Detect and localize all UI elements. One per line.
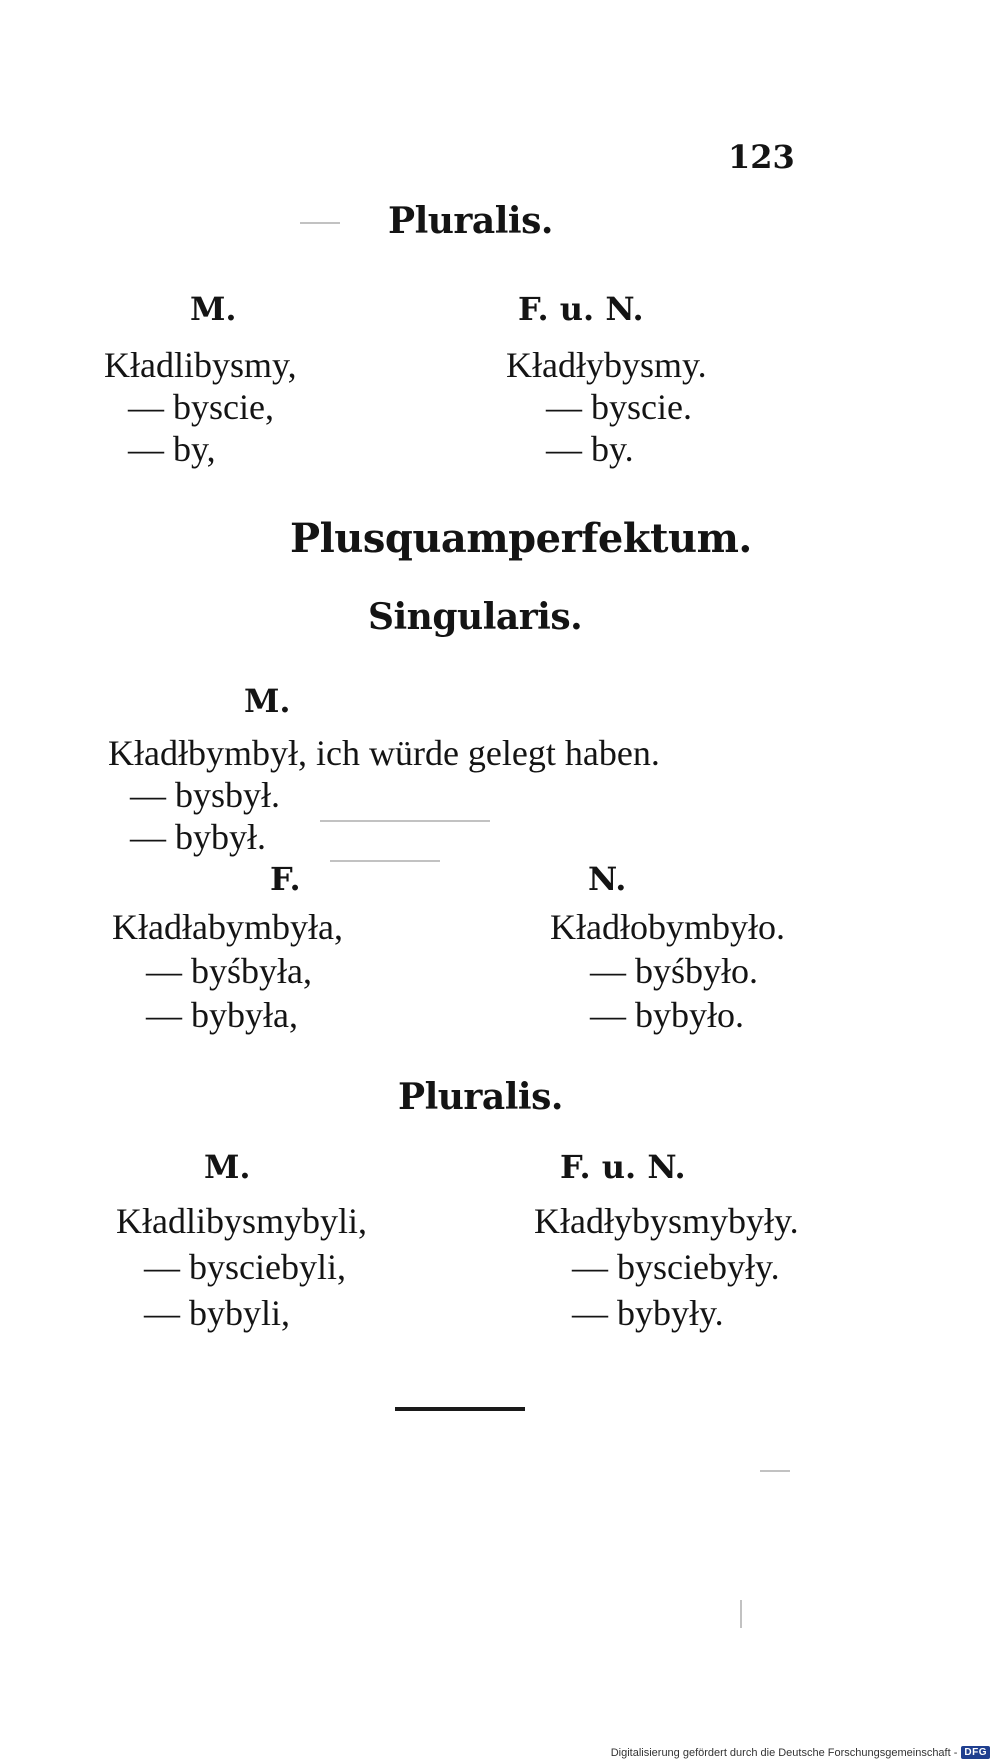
column-header-fn: F. u. N.: [560, 1148, 686, 1186]
form-line: — bysbył.: [130, 775, 281, 815]
scan-speck: [300, 222, 340, 224]
section-heading-pluralis: Pluralis.: [388, 200, 553, 242]
form-line: — byscie.: [546, 387, 692, 427]
form-line: — by.: [546, 429, 634, 469]
column-header-n: N.: [588, 860, 627, 898]
section-heading-pluralis: Pluralis.: [398, 1076, 563, 1118]
column-header-m: M.: [244, 682, 291, 720]
scan-speck: [760, 1470, 790, 1472]
form-line: — bybyła,: [146, 995, 298, 1035]
form-line: — bybyło.: [590, 995, 745, 1035]
form-line: — bysciebyły.: [572, 1247, 780, 1287]
column-header-m: M.: [204, 1148, 251, 1186]
form-line: — byśbyła,: [146, 951, 312, 991]
column-header-f: F.: [270, 860, 301, 898]
column-header-fn: F. u. N.: [518, 290, 644, 328]
form-line: — by,: [128, 429, 216, 469]
scan-speck: [740, 1600, 742, 1628]
section-heading-singularis: Singularis.: [368, 596, 583, 638]
form-line: Kładłabymbyła,: [112, 907, 343, 947]
form-line: — byscie,: [128, 387, 274, 427]
form-line: Kładłobymbyło.: [550, 907, 785, 947]
form-line: — byśbyło.: [590, 951, 759, 991]
form-line: Kładlibysmybyli,: [116, 1201, 367, 1241]
form-line-translation: Kładłbymbył, ich würde gelegt haben.: [108, 733, 660, 773]
column-header-m: M.: [190, 290, 237, 328]
form-line: — bysciebyli,: [144, 1247, 346, 1287]
scan-speck: [330, 860, 440, 862]
digitization-footer: [611, 1746, 990, 1759]
page-number: 123: [728, 138, 795, 176]
form-line: — bybyły.: [572, 1293, 724, 1333]
dfg-logo-icon: DFG: [961, 1746, 990, 1759]
end-rule: [395, 1407, 525, 1411]
form-line: Kładłybysmy.: [506, 345, 707, 385]
form-line: Kładłybysmybyły.: [534, 1201, 799, 1241]
tense-heading: Plusquamperfektum.: [290, 515, 752, 562]
form-line: — bybył.: [130, 817, 267, 857]
form-line: — bybyli,: [144, 1293, 291, 1333]
scan-speck: [320, 820, 490, 822]
footer-text: Digitalisierung gefördert durch die Deutsche Forschungsgemeinschaft -: [610, 1746, 958, 1759]
form-line: Kładlibysmy,: [104, 345, 297, 385]
